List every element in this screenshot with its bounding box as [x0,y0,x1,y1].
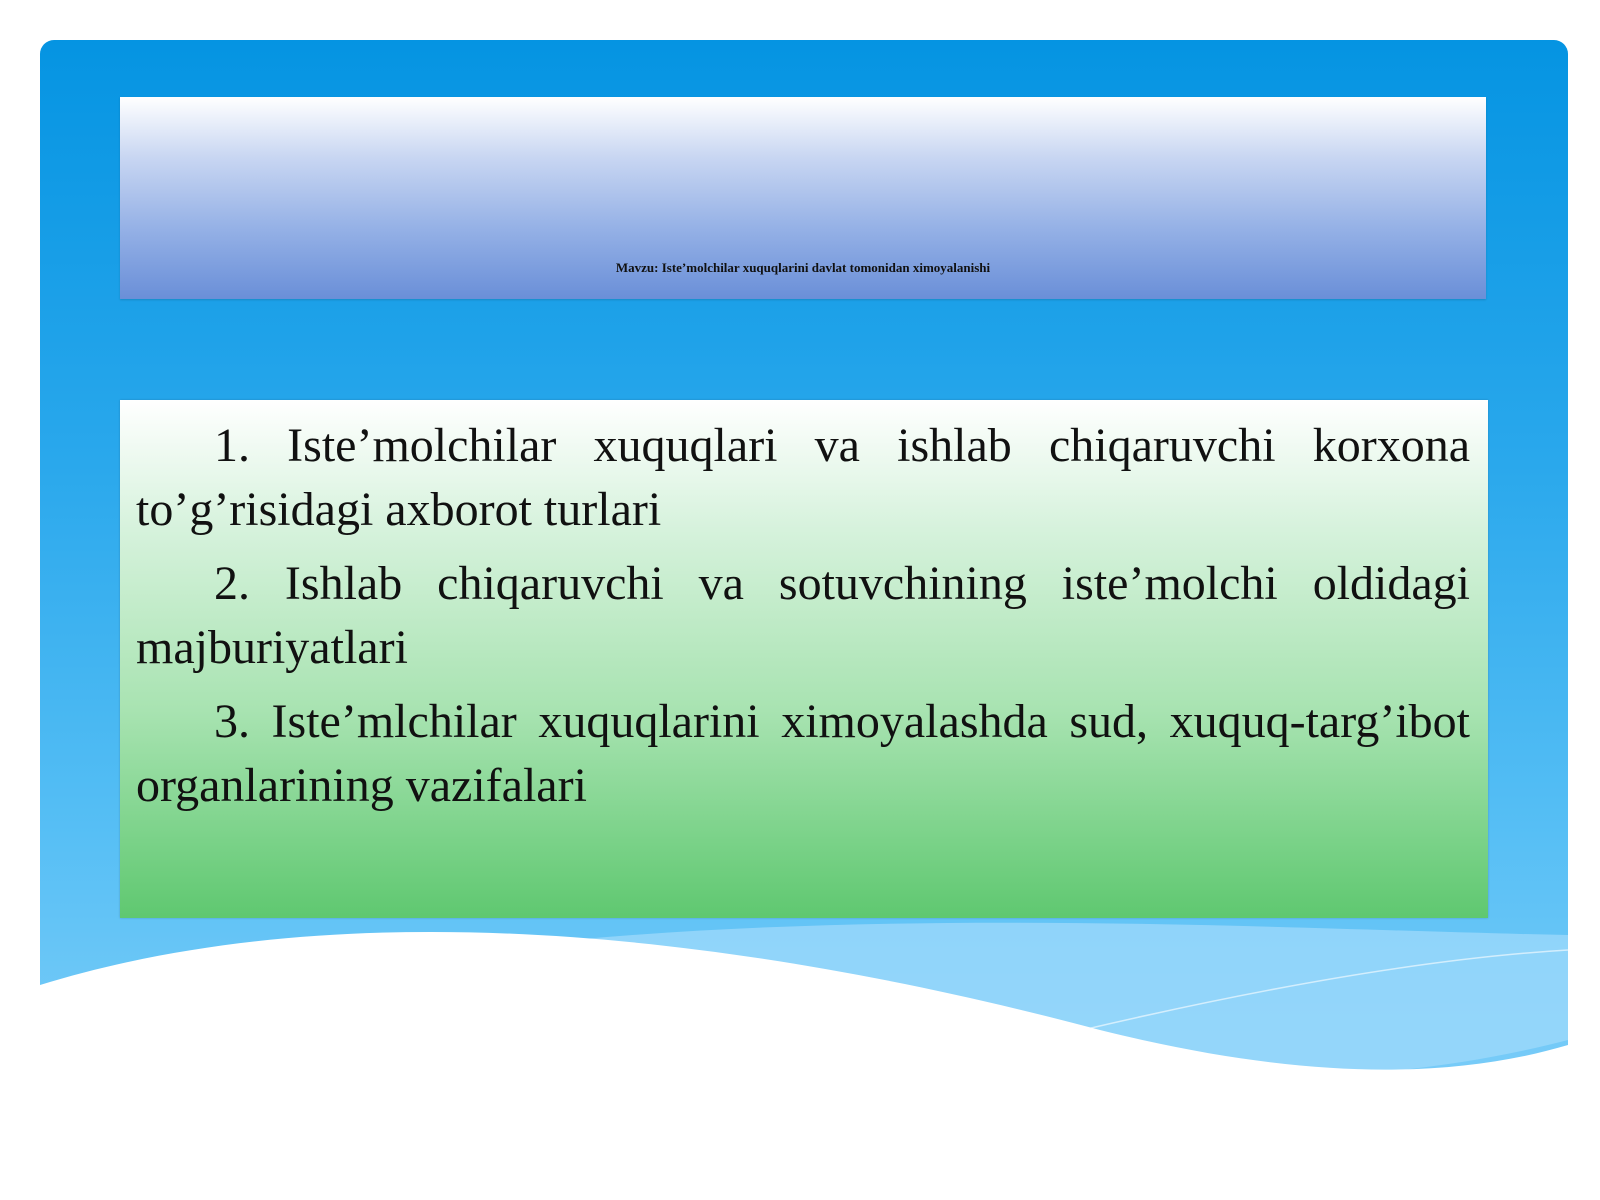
list-item-3: 3. Iste’mlchilar xuquqlarini ximoyalashda sud, xuquq-targ’ibot organlarining vazifalari [136,695,1470,812]
list-item-2: 2. Ishlab chiqaruvchi va sotuvchining iste’molchi oldidagi majburiyatlari [136,557,1470,674]
list-item-1: 1. Iste’molchilar xuquqlari va ishlab chiqaruvchi korxona to’g’risidagi axborot turlari [136,419,1470,536]
title-banner [120,97,1486,299]
content-box [120,400,1488,918]
slide-title: Mavzu: Iste’molchilar xuquqlarini davlat tomonidan ximoyalanishi [615,260,991,275]
